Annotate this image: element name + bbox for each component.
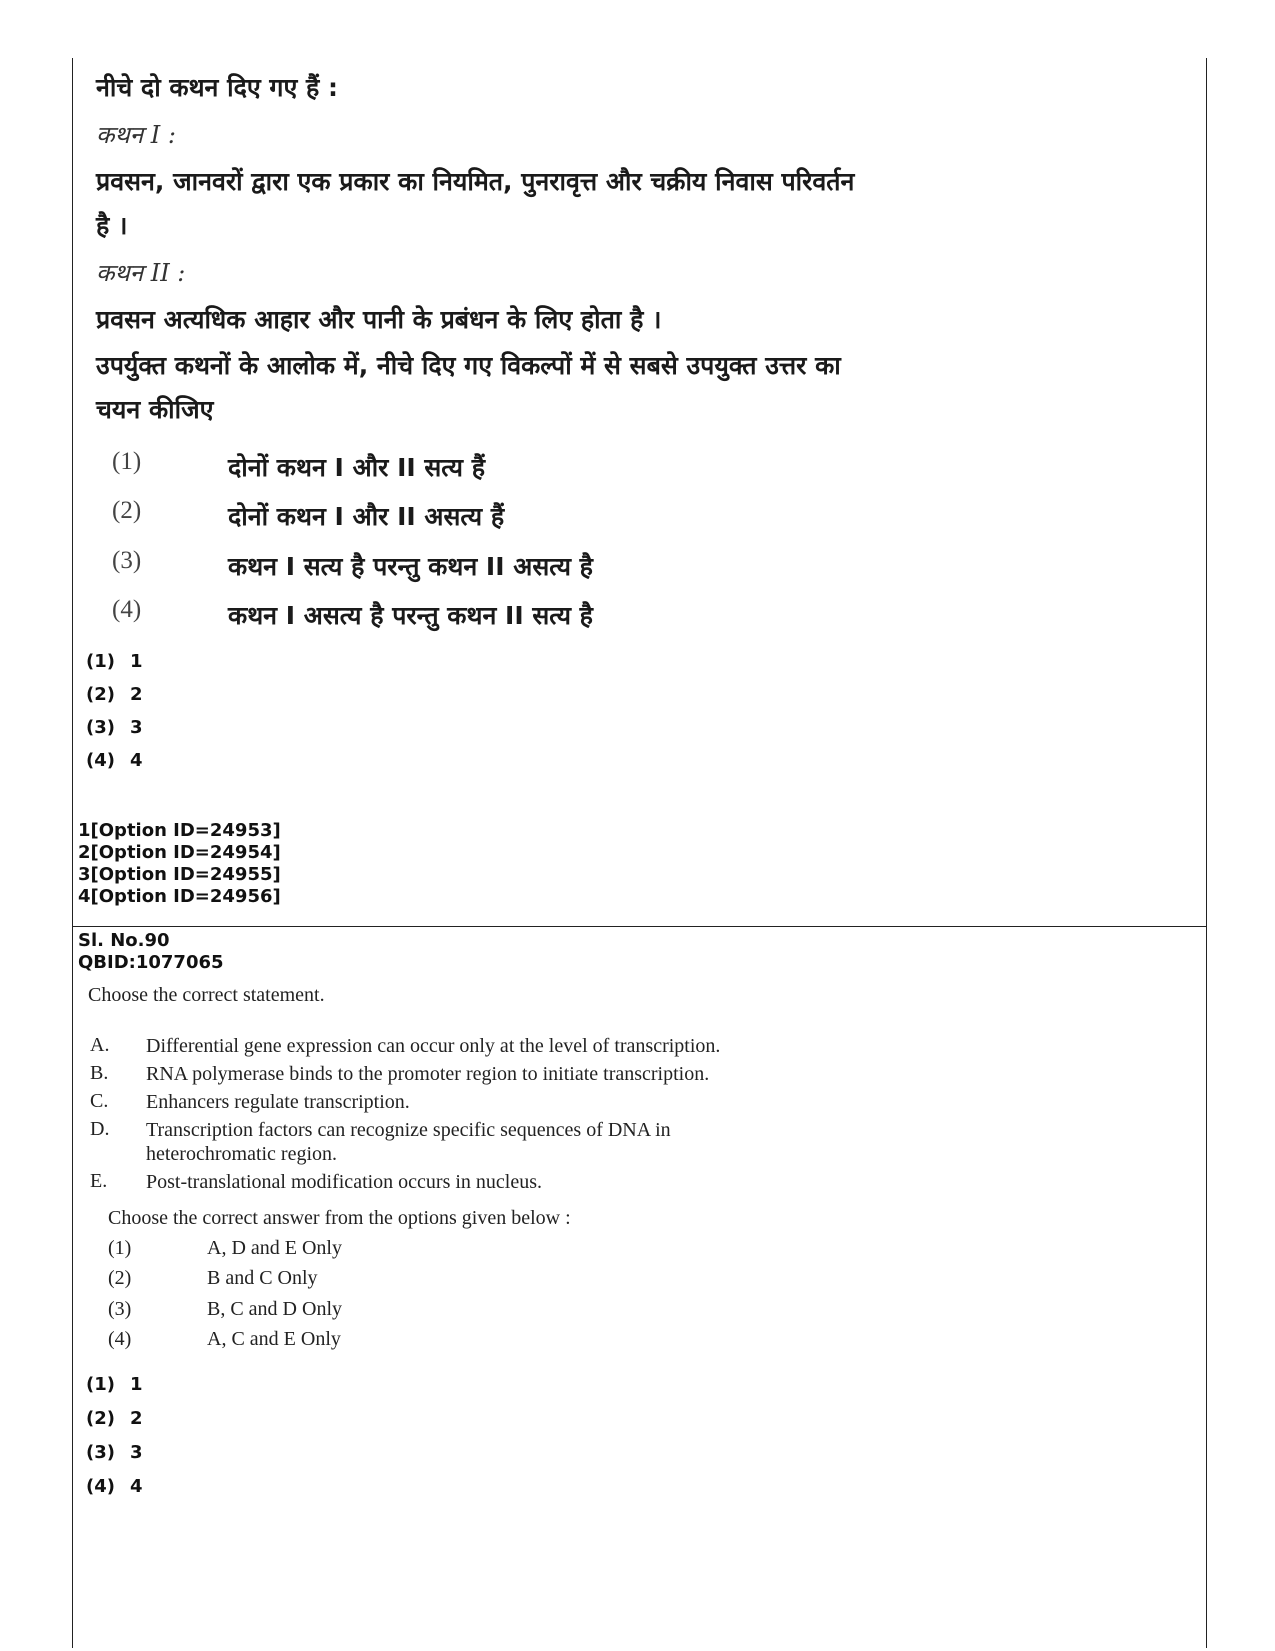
q89-statement2: प्रवसन अत्यधिक आहार और पानी के प्रबंधन के लिए होता है । [96, 305, 662, 334]
q90-answer-choice[interactable]: (3) 3 [86, 1442, 143, 1463]
q90-statement-text: Post-translational modification occurs in nucleus. [146, 1171, 543, 1193]
q89-statement1-label: कथन I : [96, 121, 176, 149]
q90-option-text: A, C and E Only [207, 1328, 341, 1350]
q90-statement-text: Differential gene expression can occur only at the level of transcription. [146, 1035, 721, 1057]
q90-statement-letter: B. [90, 1062, 109, 1084]
q90-answer-choice[interactable]: (1) 1 [86, 1374, 143, 1395]
q89-answer-choice[interactable]: (1) 1 [86, 651, 143, 672]
q90-option-number: (4) [108, 1328, 132, 1350]
q90-option-text: A, D and E Only [207, 1237, 342, 1259]
q90-prompt: Choose the correct statement. [88, 984, 325, 1006]
q90-option-text: B, C and D Only [207, 1298, 342, 1320]
q90-statement-letter: A. [90, 1034, 110, 1056]
q90-option-number: (2) [108, 1267, 132, 1289]
q89-option-number: (3) [112, 547, 142, 574]
q89-option-text: दोनों कथन I और II असत्य हैं [228, 502, 505, 531]
q89-option-text: दोनों कथन I और II सत्य हैं [228, 453, 486, 482]
option-id: 2[Option ID=24954] [78, 842, 281, 863]
q89-option-number: (1) [112, 448, 142, 475]
option-id: 1[Option ID=24953] [78, 820, 281, 841]
q89-option-number: (4) [112, 596, 142, 623]
option-id: 3[Option ID=24955] [78, 864, 281, 885]
q90-statement-letter: E. [90, 1170, 108, 1192]
q89-answer-choice[interactable]: (3) 3 [86, 717, 143, 738]
q90-option-number: (3) [108, 1298, 132, 1320]
q89-option-ids [78, 820, 281, 908]
q89-statement1-line2: है । [96, 211, 128, 240]
q90-instruction: Choose the correct answer from the options given below : [108, 1207, 571, 1229]
q89-statement1-line1: प्रवसन, जानवरों द्वारा एक प्रकार का नियमित, पुनरावृत्त और चक्रीय निवास परिवर्तन [96, 167, 855, 196]
q89-instruction-line1: उपर्युक्त कथनों के आलोक में, नीचे दिए गए विकल्पों में से सबसे उपयुक्त उत्तर का [96, 351, 841, 380]
q90-statement-letter: C. [90, 1090, 109, 1112]
question-divider [72, 926, 1207, 927]
q89-option-text: कथन I सत्य है परन्तु कथन II असत्य है [228, 552, 593, 581]
q90-meta [78, 930, 224, 974]
q90-statement-text: Enhancers regulate transcription. [146, 1091, 410, 1113]
q90-statement-text: RNA polymerase binds to the promoter region to initiate transcription. [146, 1063, 710, 1085]
q89-answer-choice[interactable]: (2) 2 [86, 684, 143, 705]
q90-answer-choice[interactable]: (4) 4 [86, 1476, 143, 1497]
q90-statement-letter: D. [90, 1118, 110, 1140]
q89-instruction-line2: चयन कीजिए [96, 395, 214, 424]
serial-number: Sl. No.90 [78, 930, 170, 951]
q90-statement-text: Transcription factors can recognize specific sequences of DNA in heterochromatic region. [146, 1119, 671, 1165]
q90-option-text: B and C Only [207, 1267, 318, 1289]
q90-option-number: (1) [108, 1237, 132, 1259]
option-id: 4[Option ID=24956] [78, 886, 281, 907]
qbid: QBID:1077065 [78, 952, 224, 973]
q89-option-number: (2) [112, 497, 142, 524]
q89-intro: नीचे दो कथन दिए गए हैं : [96, 73, 338, 102]
q89-statement2-label: कथन II : [96, 259, 186, 287]
q90-answer-choice[interactable]: (2) 2 [86, 1408, 143, 1429]
q89-answer-choice[interactable]: (4) 4 [86, 750, 143, 771]
q89-option-text: कथन I असत्य है परन्तु कथन II सत्य है [228, 601, 593, 630]
